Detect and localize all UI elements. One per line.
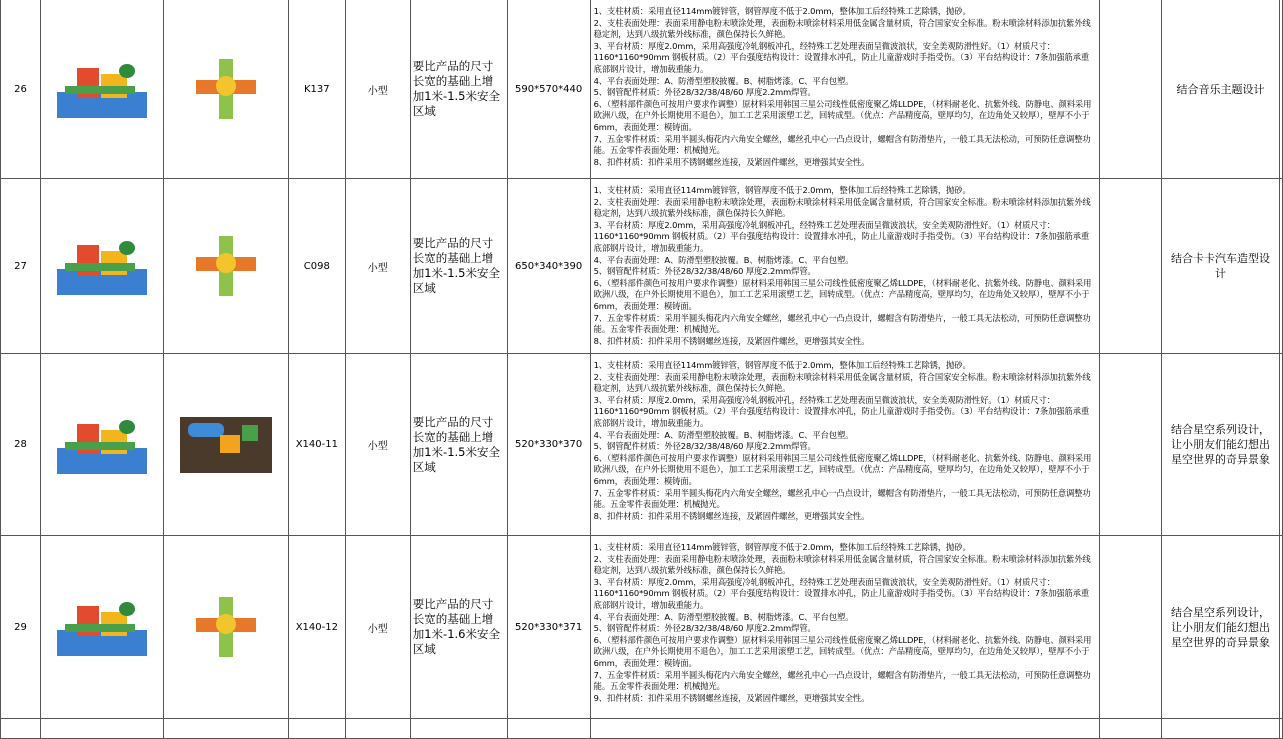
product-layout-cell	[163, 536, 288, 719]
spec-line: 6、（塑料部件颜色可按用户要求作调整）原材料采用韩国三星公司线性低密度聚乙烯LLDPE，（材料耐老化、抗紫外线、防静电、颜料采用欧洲八级，在户外长期使用不退色），加工工艺采用滚塑工艺，回转成型。（优点：产品精度高，壁厚均匀，在边角处又较厚），壁厚不小于6mm，表面处理：模铸面。	[593, 634, 1092, 668]
safety-zone-cell: 要比产品的尺寸长宽的基础上增加1米-1.5米安全区域	[410, 179, 507, 354]
empty-cell	[1100, 354, 1162, 536]
empty-cell	[1100, 536, 1162, 719]
spec-line: 7、五金零件材质：采用半圆头梅花内六角安全螺丝，螺丝孔中心一凸点设计，螺帽含有防滑垫片，一般工具无法松动，可预防任意调整功能。五金零件表面处理：机械抛光。	[593, 487, 1091, 510]
product-photo	[57, 598, 147, 656]
empty-cell	[1100, 0, 1162, 179]
safety-zone-cell: 要比产品的尺寸长宽的基础上增加1米-1.5米安全区域	[410, 354, 507, 536]
product-layout-cell	[163, 354, 288, 536]
product-photo	[57, 416, 147, 474]
spec-line: 2、支柱表面处理：表面采用静电粉末喷涂处理，表面粉末喷涂材料采用低金属含量材质，符合国家安全标准。粉末喷涂材料添加抗紫外线稳定剂，达到八级抗紫外线标准，颜色保持长久鲜艳。	[593, 553, 1091, 576]
spec-cell	[590, 536, 1099, 719]
safety-zone-cell: 要比产品的尺寸长宽的基础上增加1米-1.5米安全区域	[410, 0, 507, 179]
spec-line: 6、（塑料部件颜色可按用户要求作调整）原材料采用韩国三星公司线性低密度聚乙烯LLDPE，（材料耐老化、抗紫外线、防静电、颜料采用欧洲八级，在户外长期使用不退色），加工工艺采用滚塑工艺，回转成型。（优点：产品精度高，壁厚均匀，在边角处又较厚），壁厚不小于6mm，表面处理：模铸面。	[593, 98, 1092, 132]
spec-line: 1、支柱材质：采用直径114mm镀锌管，钢管厚度不低于2.0mm，整体加工后经特殊工艺除锈，抛砂。	[593, 6, 971, 16]
spec-line: 3、平台材质：厚度2.0mm，采用高强度冷轧钢板冲孔，经特殊工艺处理表面呈微波浪状，安全美观防滑性好。（1）材质尺寸：1160*1160*90mm 钢板材质。（2）平台强度结构设计：设置排水冲孔，防止儿童游戏时手指受伤。（3）平台结构设计：7条加强筋承重底部钢片设计，增加载重能力。	[593, 576, 1090, 610]
design-cell: 结合卡卡汽车造型设计	[1162, 179, 1280, 354]
spec-line: 1、支柱材质：采用直径114mm镀锌管，钢管厚度不低于2.0mm，整体加工后经特殊工艺除锈，抛砂。	[593, 185, 971, 195]
product-layout-cell	[163, 0, 288, 179]
size-cell: 小型	[345, 179, 410, 354]
spec-line: 3、平台材质：厚度2.0mm，采用高强度冷轧钢板冲孔，经特殊工艺处理表面呈微波浪状，安全美观防滑性好。（1）材质尺寸：1160*1160*90mm 钢板材质。（2）平台强度结构设计：设置排水冲孔，防止儿童游戏时手指受伤。（3）平台结构设计：7条加强筋承重底部钢片设计，增加载重能力。	[593, 40, 1090, 74]
design-cell: 结合音乐主题设计	[1162, 0, 1280, 179]
edge-cell	[1279, 536, 1282, 719]
product-layout-cell	[163, 179, 288, 354]
spec-line: 5、钢管配件材质：外径28/32/38/48/60 厚度2.2mm焊管。	[593, 441, 816, 452]
empty-cell	[40, 719, 163, 739]
spec-line: 8、扣件材质：扣件采用不锈钢螺丝连接，及紧固件螺丝，更增强其安全性。	[593, 335, 870, 346]
table-row	[1, 719, 1283, 739]
row-number: 29	[1, 536, 41, 719]
spec-line: 3、平台材质：厚度2.0mm，采用高强度冷轧钢板冲孔，经特殊工艺处理表面呈微波浪状，安全美观防滑性好。（1）材质尺寸：1160*1160*90mm 钢板材质。（2）平台强度结构设计：设置排水冲孔，防止儿童游戏时手指受伤。（3）平台结构设计：7条加强筋承重底部钢片设计，增加载重能力。	[593, 394, 1090, 428]
spec-line: 1、支柱材质：采用直径114mm镀锌管，钢管厚度不低于2.0mm，整体加工后经特殊工艺除锈，抛砂。	[593, 360, 971, 370]
design-cell: 结合星空系列设计，让小朋友们能幻想出星空世界的奇异景象	[1162, 354, 1280, 536]
product-layout-image	[191, 592, 261, 662]
model-cell: X140-11	[288, 354, 345, 536]
empty-cell	[1162, 719, 1280, 739]
empty-cell	[590, 719, 1099, 739]
spec-line: 6、（塑料部件颜色可按用户要求作调整）原材料采用韩国三星公司线性低密度聚乙烯LLDPE，（材料耐老化、抗紫外线、防静电、颜料采用欧洲八级，在户外长期使用不退色），加工工艺采用滚塑工艺，回转成型。（优点：产品精度高，壁厚均匀，在边角处又较厚），壁厚不小于6mm，表面处理：模铸面。	[593, 277, 1092, 311]
spec-line: 5、钢管配件材质：外径28/32/38/48/60 厚度2.2mm焊管。	[593, 87, 816, 98]
product-layout-image	[180, 417, 272, 473]
table-row	[1, 179, 1283, 354]
dimension-cell: 650*340*390	[507, 179, 590, 354]
product-photo-cell	[40, 0, 163, 179]
product-photo-cell	[40, 536, 163, 719]
row-number: 28	[1, 354, 41, 536]
table-row	[1, 0, 1283, 179]
product-photo-cell	[40, 179, 163, 354]
empty-cell	[1279, 719, 1282, 739]
table-row	[1, 354, 1283, 536]
empty-cell	[345, 719, 410, 739]
model-cell: K137	[288, 0, 345, 179]
spec-cell	[590, 0, 1099, 179]
spec-line: 1、支柱材质：采用直径114mm镀锌管，钢管厚度不低于2.0mm，整体加工后经特殊工艺除锈，抛砂。	[593, 542, 971, 552]
safety-zone-cell: 要比产品的尺寸长宽的基础上增加1米-1.6米安全区域	[410, 536, 507, 719]
spec-line: 7、五金零件材质：采用半圆头梅花内六角安全螺丝，螺丝孔中心一凸点设计，螺帽含有防滑垫片，一般工具无法松动，可预防任意调整功能。五金零件表面处理：机械抛光。	[593, 133, 1091, 156]
spec-line: 5、钢管配件材质：外径28/32/38/48/60 厚度2.2mm焊管。	[593, 623, 816, 634]
empty-cell	[1100, 179, 1162, 354]
spec-line: 4、平台表面处理：A、防滑型塑胶披覆。B、树脂烤漆。C、平台包塑。	[593, 75, 854, 86]
model-cell: C098	[288, 179, 345, 354]
dimension-cell: 520*330*371	[507, 536, 590, 719]
edge-cell	[1279, 179, 1282, 354]
spec-line: 5、钢管配件材质：外径28/32/38/48/60 厚度2.2mm焊管。	[593, 266, 816, 277]
spec-line: 8、扣件材质：扣件采用不锈钢螺丝连接，及紧固件螺丝，更增强其安全性。	[593, 156, 870, 167]
empty-cell	[288, 719, 345, 739]
empty-cell	[410, 719, 507, 739]
product-photo	[57, 237, 147, 295]
spec-line: 3、平台材质：厚度2.0mm，采用高强度冷轧钢板冲孔，经特殊工艺处理表面呈微波浪状，安全美观防滑性好。（1）材质尺寸：1160*1160*90mm 钢板材质。（2）平台强度结构设计：设置排水冲孔，防止儿童游戏时手指受伤。（3）平台结构设计：7条加强筋承重底部钢片设计，增加载重能力。	[593, 219, 1090, 253]
spec-line: 4、平台表面处理：A、防滑型塑胶披覆。B、树脂烤漆。C、平台包塑。	[593, 254, 854, 265]
empty-cell	[507, 719, 590, 739]
product-layout-image	[191, 54, 261, 124]
empty-cell	[1, 719, 41, 739]
dimension-cell: 590*570*440	[507, 0, 590, 179]
product-photo-cell	[40, 354, 163, 536]
model-cell: X140-12	[288, 536, 345, 719]
product-photo	[57, 60, 147, 118]
empty-cell	[163, 719, 288, 739]
spec-line: 9、扣件材质：扣件采用不锈钢螺丝连接，及紧固件螺丝，更增强其安全性。	[593, 692, 870, 703]
edge-cell	[1279, 0, 1282, 179]
table-row	[1, 536, 1283, 719]
spec-line: 7、五金零件材质：采用半圆头梅花内六角安全螺丝，螺丝孔中心一凸点设计，螺帽含有防滑垫片，一般工具无法松动，可预防任意调整功能。五金零件表面处理：机械抛光。	[593, 669, 1091, 692]
product-layout-image	[191, 231, 261, 301]
spec-cell	[590, 354, 1099, 536]
row-number: 26	[1, 0, 41, 179]
spec-line: 7、五金零件材质：采用半圆头梅花内六角安全螺丝，螺丝孔中心一凸点设计，螺帽含有防滑垫片，一般工具无法松动，可预防任意调整功能。五金零件表面处理：机械抛光。	[593, 312, 1091, 335]
size-cell: 小型	[345, 536, 410, 719]
size-cell: 小型	[345, 0, 410, 179]
spec-cell	[590, 179, 1099, 354]
spec-line: 8、扣件材质：扣件采用不锈钢螺丝连接，及紧固件螺丝，更增强其安全性。	[593, 510, 870, 521]
size-cell: 小型	[345, 354, 410, 536]
spec-line: 2、支柱表面处理：表面采用静电粉末喷涂处理，表面粉末喷涂材料采用低金属含量材质，符合国家安全标准。粉末喷涂材料添加抗紫外线稳定剂，达到八级抗紫外线标准，颜色保持长久鲜艳。	[593, 196, 1091, 219]
spec-line: 2、支柱表面处理：表面采用静电粉末喷涂处理，表面粉末喷涂材料采用低金属含量材质，符合国家安全标准。粉末喷涂材料添加抗紫外线稳定剂，达到八级抗紫外线标准，颜色保持长久鲜艳。	[593, 17, 1091, 40]
spec-line: 6、（塑料部件颜色可按用户要求作调整）原材料采用韩国三星公司线性低密度聚乙烯LLDPE，（材料耐老化、抗紫外线、防静电、颜料采用欧洲八级，在户外长期使用不退色），加工工艺采用滚塑工艺，回转成型。（优点：产品精度高，壁厚均匀，在边角处又较厚），壁厚不小于6mm，表面处理：模铸面。	[593, 452, 1092, 486]
edge-cell	[1279, 354, 1282, 536]
row-number: 27	[1, 179, 41, 354]
empty-cell	[1100, 719, 1162, 739]
spec-line: 4、平台表面处理：A、防滑型塑胶披覆。B、树脂烤漆。C、平台包塑。	[593, 611, 854, 622]
dimension-cell: 520*330*370	[507, 354, 590, 536]
spec-line: 2、支柱表面处理：表面采用静电粉末喷涂处理，表面粉末喷涂材料采用低金属含量材质，符合国家安全标准。粉末喷涂材料添加抗紫外线稳定剂，达到八级抗紫外线标准，颜色保持长久鲜艳。	[593, 371, 1091, 394]
design-cell: 结合星空系列设计，让小朋友们能幻想出星空世界的奇异景象	[1162, 536, 1280, 719]
spec-line: 4、平台表面处理：A、防滑型塑胶披覆。B、树脂烤漆。C、平台包塑。	[593, 429, 854, 440]
